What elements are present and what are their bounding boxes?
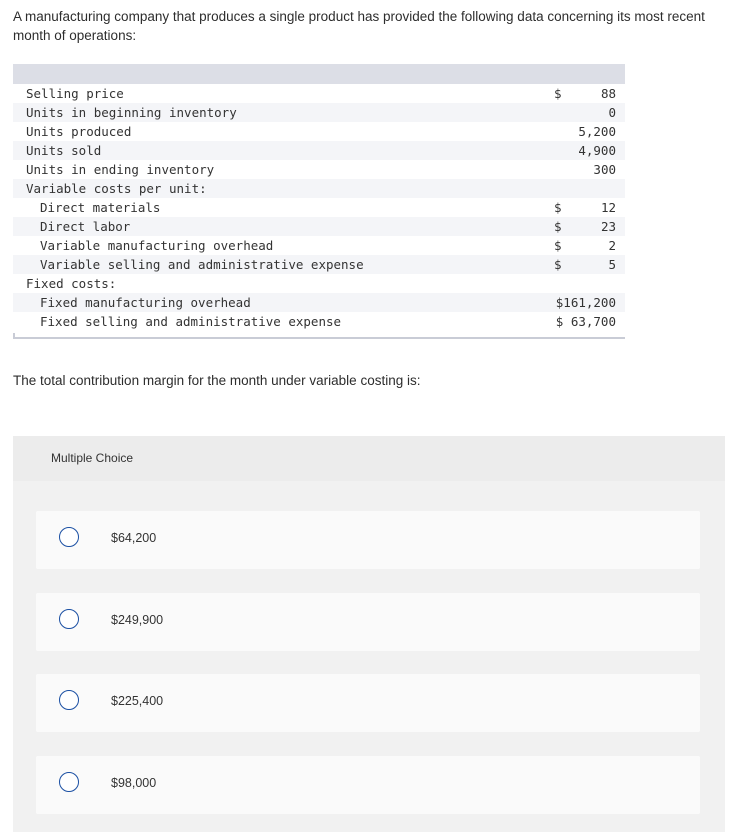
table-bottom-border bbox=[13, 337, 625, 339]
table-row bbox=[13, 84, 625, 103]
row-value: 4,900 bbox=[578, 143, 616, 158]
row-label: Fixed costs: bbox=[26, 276, 117, 291]
table-row bbox=[13, 179, 625, 198]
row-value: 12 bbox=[600, 200, 616, 215]
table-header-bar bbox=[13, 64, 625, 84]
problem-intro: A manufacturing company that produces a single product has provided the following data concerning its most recent month of operations: bbox=[13, 9, 705, 43]
row-value: 300 bbox=[593, 162, 616, 177]
table-row bbox=[13, 141, 625, 160]
data-table bbox=[13, 64, 625, 339]
row-label: Selling price bbox=[26, 86, 124, 101]
question-text: The total contribution margin for the month under variable costing is: bbox=[13, 373, 421, 388]
row-value: 5 bbox=[608, 257, 616, 272]
table-row bbox=[13, 122, 625, 141]
row-label: Variable selling and administrative expense bbox=[40, 257, 364, 272]
table-row bbox=[13, 236, 625, 255]
table-row bbox=[13, 198, 625, 217]
row-label: Units produced bbox=[26, 124, 132, 139]
table-row bbox=[13, 312, 625, 331]
row-label: Fixed manufacturing overhead bbox=[40, 295, 251, 310]
row-value: $ 63,700 bbox=[555, 314, 616, 329]
row-value: 23 bbox=[600, 219, 616, 234]
row-label: Direct labor bbox=[40, 219, 131, 234]
row-label: Units in beginning inventory bbox=[26, 105, 237, 120]
answer-option[interactable] bbox=[36, 756, 700, 814]
answer-option[interactable] bbox=[36, 511, 700, 569]
row-value: 0 bbox=[608, 105, 616, 120]
table-row bbox=[13, 160, 625, 179]
row-value: $161,200 bbox=[555, 295, 616, 310]
dollar-sign: $ bbox=[554, 86, 562, 101]
option-label: $225,400 bbox=[111, 694, 164, 708]
table-row bbox=[13, 103, 625, 122]
table-row bbox=[13, 217, 625, 236]
table-row bbox=[13, 293, 625, 312]
answer-option[interactable] bbox=[36, 674, 700, 732]
radio-button-icon[interactable] bbox=[59, 609, 79, 629]
dollar-sign: $ bbox=[554, 238, 562, 253]
radio-button-icon[interactable] bbox=[59, 690, 79, 710]
row-label: Fixed selling and administrative expense bbox=[40, 314, 342, 329]
row-value: 5,200 bbox=[578, 124, 616, 139]
row-label: Units sold bbox=[26, 143, 102, 158]
radio-button-icon[interactable] bbox=[59, 772, 79, 792]
option-label: $249,900 bbox=[111, 613, 164, 627]
multiple-choice-header bbox=[13, 436, 725, 481]
dollar-sign: $ bbox=[554, 257, 562, 272]
row-value: 2 bbox=[608, 238, 616, 253]
dollar-sign: $ bbox=[554, 200, 562, 215]
radio-button-icon[interactable] bbox=[59, 527, 79, 547]
row-label: Variable manufacturing overhead bbox=[40, 238, 274, 253]
option-label: $98,000 bbox=[111, 776, 157, 790]
row-label: Direct materials bbox=[40, 200, 161, 215]
table-row bbox=[13, 274, 625, 293]
row-label: Variable costs per unit: bbox=[26, 181, 207, 196]
answer-option[interactable] bbox=[36, 593, 700, 651]
multiple-choice-panel bbox=[13, 436, 725, 832]
row-value: 88 bbox=[600, 86, 616, 101]
table-row bbox=[13, 255, 625, 274]
multiple-choice-title: Multiple Choice bbox=[51, 451, 134, 465]
dollar-sign: $ bbox=[554, 219, 562, 234]
row-label: Units in ending inventory bbox=[26, 162, 215, 177]
option-label: $64,200 bbox=[111, 531, 157, 545]
